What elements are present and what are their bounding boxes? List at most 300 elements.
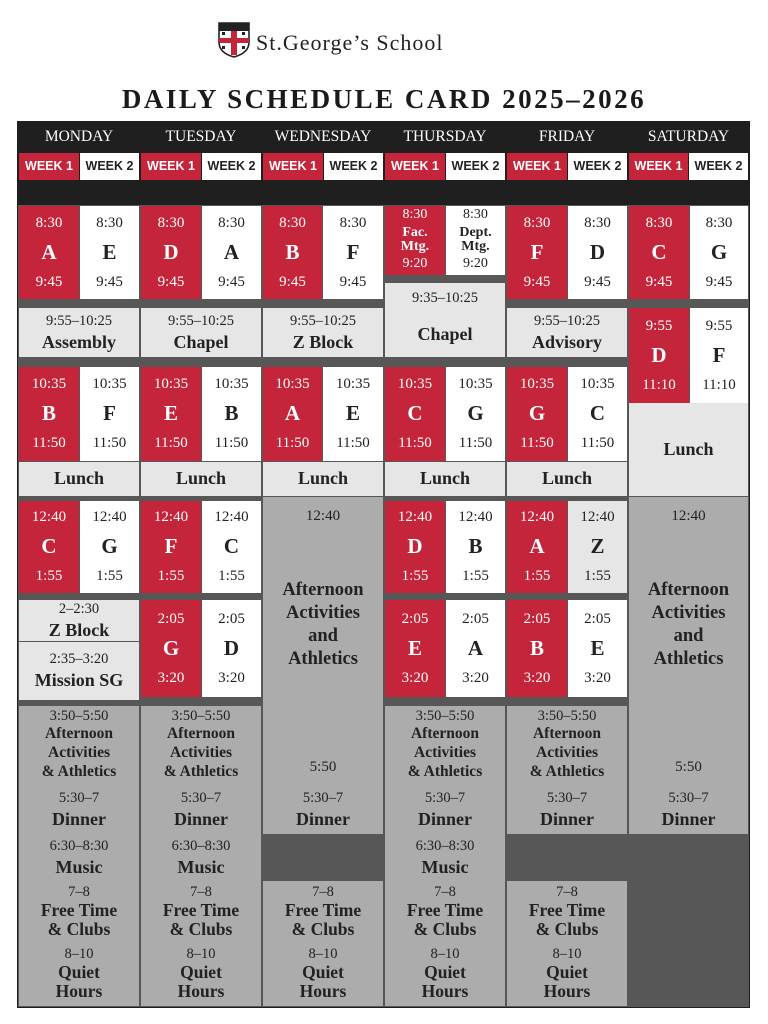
time-range: 7–8	[434, 883, 456, 900]
end-time: 1:55	[35, 568, 63, 584]
class-block-thursday	[385, 206, 445, 275]
block-letter: C	[589, 401, 606, 425]
start-time: 12:40	[519, 509, 555, 525]
week2-tab[interactable]	[202, 153, 261, 180]
schedule-slot-tuesday	[141, 462, 261, 496]
activity-name: & Clubs	[47, 918, 111, 939]
class-block-monday	[80, 206, 139, 299]
activity-name: Quiet	[424, 962, 466, 982]
end-time: 9:45	[279, 273, 306, 290]
block-letter: F	[103, 401, 116, 425]
activity-name: Quiet	[180, 962, 222, 982]
time-range: 5:30–7	[180, 790, 222, 806]
block-letter: B	[224, 401, 239, 425]
schedule-slot-thursday	[385, 834, 505, 881]
block-letter: D	[589, 239, 606, 264]
class-block-wednesday	[263, 367, 322, 461]
week2-label: WEEK 2	[451, 159, 500, 173]
schedule-slot-friday	[507, 881, 627, 943]
schedule-slot-tuesday	[141, 834, 261, 881]
end-time: 3:20	[218, 669, 245, 686]
time-range: 9:55–10:25	[45, 312, 113, 329]
time-range: 6:30–8:30	[171, 837, 231, 854]
activity-name: & Athletics	[407, 763, 483, 780]
end-time: 9:20	[463, 256, 488, 271]
end-time: 11:50	[398, 435, 432, 451]
week2-label: WEEK 2	[329, 159, 378, 173]
class-block-friday	[568, 501, 627, 593]
end-time: 1:55	[218, 568, 245, 584]
activity-name: Hours	[421, 981, 469, 1001]
activity-name: Afternoon	[166, 725, 236, 742]
time-range: 8–10	[186, 946, 216, 962]
activity-name: and	[308, 625, 338, 646]
activity-name: Activities	[414, 744, 476, 761]
week1-tab[interactable]	[385, 153, 445, 180]
activity-name: Music	[55, 856, 103, 877]
day-name: WEDNESDAY	[274, 128, 372, 145]
start-time: 8:30	[463, 207, 488, 222]
end-time: 9:45	[157, 273, 185, 290]
schedule-slot-monday	[19, 786, 139, 834]
week2-tab[interactable]	[80, 153, 139, 180]
start-time: 12:40	[31, 509, 67, 525]
week1-tab[interactable]	[507, 153, 567, 180]
time-range: 9:35–10:25	[411, 290, 479, 306]
block-letter: E	[590, 635, 605, 660]
end-time: 11:50	[154, 435, 188, 451]
class-block-saturday	[690, 308, 748, 403]
schedule-slot-friday	[507, 786, 627, 834]
end-time: 9:45	[645, 273, 673, 290]
activity-name: & Clubs	[535, 918, 599, 939]
time-range: 8–10	[430, 946, 460, 962]
end-time: 11:50	[580, 435, 615, 451]
week1-tab[interactable]	[141, 153, 201, 180]
schedule-slot-monday	[19, 706, 139, 786]
time-range: 5:30–7	[546, 790, 588, 806]
day-header-tuesday	[140, 122, 262, 151]
block-letter: D	[651, 342, 667, 367]
activity-name: Z Block	[48, 619, 110, 640]
block-letter: A	[284, 401, 301, 425]
week1-label: WEEK 1	[269, 159, 317, 173]
week2-label: WEEK 2	[85, 159, 134, 173]
activity-name: Free Time	[162, 899, 240, 920]
block-letter: E	[163, 401, 178, 425]
activity-name: Hours	[55, 981, 103, 1001]
activity-name: Athletics	[653, 648, 724, 669]
activity-name: Lunch	[663, 438, 714, 459]
activity-name: Free Time	[406, 899, 484, 920]
block-letter: F	[346, 239, 360, 264]
time-range: 9:55–10:25	[289, 312, 357, 329]
end-time: 9:45	[218, 273, 245, 290]
time-range: 3:50–5:50	[171, 708, 231, 724]
time-range: 9:55–10:25	[167, 312, 235, 329]
week1-tab[interactable]	[19, 153, 79, 180]
block-name: Fac.	[402, 225, 428, 240]
start-time: 8:30	[584, 214, 611, 231]
start-time: 12:40	[458, 509, 493, 525]
end-time: 1:55	[401, 568, 429, 584]
activity-name: Lunch	[297, 468, 349, 488]
day-header-saturday	[628, 122, 749, 151]
end-time: 1:55	[157, 568, 185, 584]
time-range: 3:50–5:50	[537, 708, 597, 724]
activity-name: & Athletics	[163, 763, 239, 780]
block-letter: G	[162, 635, 180, 660]
week2-label: WEEK 2	[207, 159, 256, 173]
schedule-slot-thursday	[385, 462, 505, 496]
end-time: 3:20	[523, 669, 551, 686]
start-time: 8:30	[523, 214, 551, 231]
end-time: 11:10	[702, 376, 736, 393]
block-letter: F	[164, 534, 178, 558]
schedule-slot-tuesday	[141, 706, 261, 786]
activity-name: Hours	[177, 981, 225, 1001]
start-time: 2:05	[401, 610, 429, 627]
end-time: 9:45	[705, 273, 733, 290]
time-range: 5:30–7	[302, 790, 344, 806]
schedule-slot-monday	[19, 642, 139, 700]
school-name: St.George’s School	[256, 30, 444, 55]
day-name: THURSDAY	[403, 128, 487, 145]
schedule-slot-monday	[19, 600, 139, 641]
day-header-thursday	[384, 122, 506, 151]
block-name: Mtg.	[461, 239, 490, 254]
schedule-slot-wednesday	[263, 497, 383, 786]
block-letter: B	[529, 635, 544, 660]
block-letter: A	[223, 239, 240, 264]
end-time: 11:50	[336, 435, 370, 451]
activity-name: Athletics	[288, 648, 358, 669]
week1-tab[interactable]	[629, 153, 688, 180]
end-time: 11:50	[520, 435, 554, 451]
class-block-tuesday	[141, 501, 201, 593]
class-block-tuesday	[202, 501, 261, 593]
start-time: 2:05	[584, 610, 611, 627]
start-time: 9:55	[645, 317, 673, 334]
block-letter: B	[285, 239, 300, 264]
start-time: 8:30	[339, 214, 367, 231]
class-block-friday	[507, 367, 567, 461]
start-time: 8:30	[157, 214, 185, 231]
activity-name: & Athletics	[529, 763, 605, 780]
activity-name: Dinner	[661, 809, 716, 829]
block-letter: A	[41, 239, 57, 264]
time-range: 8–10	[64, 946, 94, 962]
class-block-tuesday	[141, 206, 201, 299]
start-time: 2:05	[523, 610, 551, 627]
week2-tab[interactable]	[568, 153, 627, 180]
start-time: 8:30	[402, 207, 428, 222]
start-time: 8:30	[35, 214, 63, 231]
time-range: 8–10	[308, 946, 338, 962]
schedule-slot-monday	[19, 881, 139, 943]
time-range: 3:50–5:50	[415, 708, 475, 724]
block-letter: C	[41, 534, 57, 558]
activity-name: Quiet	[302, 962, 344, 982]
activity-name: Mission SG	[34, 670, 124, 690]
block-letter: B	[41, 401, 56, 425]
class-block-saturday	[629, 308, 689, 403]
block-letter: G	[710, 239, 728, 264]
header-divider-bar	[18, 181, 749, 205]
block-letter: G	[101, 534, 118, 558]
week1-tab[interactable]	[263, 153, 323, 180]
end-time: 11:50	[214, 435, 249, 451]
start-time: 12:40	[671, 508, 706, 524]
activity-name: Afternoon	[282, 579, 364, 600]
class-block-tuesday	[141, 600, 201, 697]
activity-name: Afternoon	[410, 725, 480, 742]
block-name: Dept.	[459, 225, 492, 240]
activity-name: Z Block	[292, 331, 354, 352]
activity-name: Dinner	[52, 809, 106, 829]
class-block-friday	[568, 206, 627, 299]
schedule-slot-friday	[507, 943, 627, 1006]
schedule-slot-thursday	[385, 943, 505, 1006]
end-time: 11:50	[275, 435, 310, 451]
start-time: 10:35	[458, 376, 493, 392]
week2-tab[interactable]	[324, 153, 383, 180]
page-title: DAILY SCHEDULE CARD 2025–2026	[121, 84, 647, 114]
block-letter: D	[163, 239, 179, 264]
end-time: 5:50	[675, 759, 702, 775]
day-name: SATURDAY	[647, 128, 730, 145]
block-letter: Z	[590, 534, 605, 558]
schedule-slot-friday	[507, 462, 627, 496]
activity-name: Music	[177, 856, 225, 877]
week1-label: WEEK 1	[391, 159, 439, 173]
block-name: Mtg.	[400, 239, 430, 254]
end-time: 11:50	[32, 435, 66, 451]
start-time: 10:35	[335, 376, 371, 392]
class-block-wednesday	[323, 206, 383, 299]
start-time: 2:05	[218, 610, 245, 627]
end-time: 3:20	[401, 669, 429, 686]
class-block-saturday	[629, 206, 689, 299]
day-header-friday	[506, 122, 628, 151]
class-block-monday	[80, 501, 139, 593]
activity-name: Quiet	[58, 962, 100, 982]
activity-name: Music	[421, 856, 469, 877]
start-time: 8:30	[645, 214, 673, 231]
activity-name: Free Time	[284, 899, 362, 920]
activity-name: Activities	[651, 602, 726, 623]
schedule-slot-tuesday	[141, 308, 261, 357]
block-letter: E	[102, 239, 117, 264]
end-time: 9:20	[402, 256, 428, 271]
block-letter: F	[530, 239, 544, 264]
start-time: 10:35	[519, 376, 555, 392]
start-time: 12:40	[92, 509, 127, 525]
end-time: 9:45	[35, 273, 63, 290]
class-block-tuesday	[202, 600, 261, 697]
activity-name: Lunch	[541, 468, 593, 488]
class-block-thursday	[446, 501, 505, 593]
time-range: 5:30–7	[424, 790, 466, 806]
activity-name: Chapel	[417, 324, 473, 344]
activity-name: Quiet	[546, 962, 588, 982]
activity-name: & Clubs	[413, 918, 477, 939]
end-time: 11:10	[642, 376, 676, 393]
block-letter: B	[468, 534, 483, 558]
activity-name: & Athletics	[41, 763, 117, 780]
schedule-slot-wednesday	[263, 308, 383, 357]
block-letter: C	[651, 239, 667, 264]
activity-name: Activities	[536, 744, 598, 761]
block-letter: C	[223, 534, 240, 558]
schedule-slot-monday	[19, 943, 139, 1006]
start-time: 8:30	[705, 214, 733, 231]
day-name: TUESDAY	[165, 128, 237, 145]
class-block-monday	[19, 367, 79, 461]
start-time: 8:30	[218, 214, 245, 231]
start-time: 10:35	[275, 376, 310, 392]
block-letter: E	[407, 635, 422, 660]
time-range: 5:30–7	[668, 790, 709, 806]
activity-name: & Clubs	[169, 918, 233, 939]
block-letter: A	[467, 635, 484, 660]
schedule-slot-wednesday	[263, 943, 383, 1006]
time-range: 8–10	[552, 946, 582, 962]
start-time: 12:40	[153, 509, 189, 525]
end-time: 11:50	[92, 435, 127, 451]
class-block-friday	[568, 600, 627, 697]
time-range: 6:30–8:30	[49, 837, 109, 854]
start-time: 10:35	[397, 376, 433, 392]
class-block-monday	[19, 206, 79, 299]
class-block-wednesday	[263, 206, 322, 299]
class-block-saturday	[690, 206, 748, 299]
time-range: 7–8	[556, 883, 578, 900]
class-block-thursday	[385, 501, 445, 593]
schedule-slot-saturday	[629, 786, 748, 834]
class-block-thursday	[446, 367, 505, 461]
class-block-thursday	[446, 600, 505, 697]
class-block-friday	[568, 367, 627, 461]
class-block-tuesday	[141, 367, 201, 461]
time-range: 5:30–7	[58, 790, 100, 806]
activity-name: Dinner	[296, 809, 350, 829]
class-block-thursday	[446, 206, 505, 275]
day-header-wednesday	[262, 122, 384, 151]
activity-name: Lunch	[175, 468, 227, 488]
time-range: 3:50–5:50	[49, 708, 109, 724]
week1-label: WEEK 1	[25, 159, 73, 173]
schedule-slot-monday	[19, 834, 139, 881]
block-letter: F	[712, 342, 726, 367]
block-letter: D	[407, 534, 423, 558]
end-time: 9:45	[523, 273, 551, 290]
activity-name: Free Time	[528, 899, 606, 920]
activity-name: Afternoon	[647, 579, 730, 600]
class-block-thursday	[385, 367, 445, 461]
time-range: 7–8	[68, 883, 90, 900]
week2-label: WEEK 2	[573, 159, 622, 173]
block-letter: E	[345, 401, 360, 425]
schedule-slot-tuesday	[141, 881, 261, 943]
end-time: 11:50	[458, 435, 493, 451]
end-time: 1:55	[523, 568, 551, 584]
start-time: 8:30	[279, 214, 306, 231]
activity-name: Advisory	[531, 331, 602, 352]
schedule-slot-monday	[19, 308, 139, 357]
schedule-slot-tuesday	[141, 786, 261, 834]
activity-name: Dinner	[418, 809, 472, 829]
start-time: 10:35	[31, 376, 67, 392]
class-block-monday	[19, 501, 79, 593]
activity-name: Lunch	[53, 468, 105, 488]
activity-name: and	[673, 625, 704, 646]
week2-tab[interactable]	[446, 153, 505, 180]
end-time: 1:55	[96, 568, 123, 584]
schedule-slot-thursday	[385, 706, 505, 786]
schedule-slot-thursday	[385, 786, 505, 834]
block-letter: A	[529, 534, 545, 558]
end-time: 1:55	[462, 568, 489, 584]
activity-name: Afternoon	[532, 725, 602, 742]
start-time: 9:55	[705, 317, 733, 334]
start-time: 10:35	[92, 376, 127, 392]
activity-name: Activities	[170, 744, 232, 761]
class-block-monday	[80, 367, 139, 461]
block-letter: G	[467, 401, 484, 425]
class-block-tuesday	[202, 206, 261, 299]
class-block-friday	[507, 206, 567, 299]
time-range: 9:55–10:25	[533, 312, 601, 329]
activity-name: Dinner	[540, 809, 594, 829]
block-letter: D	[223, 635, 240, 660]
end-time: 3:20	[584, 669, 611, 686]
time-range: 7–8	[190, 883, 212, 900]
class-block-friday	[507, 600, 567, 697]
start-time: 2:05	[157, 610, 185, 627]
start-time: 12:40	[580, 509, 615, 525]
week2-tab[interactable]	[689, 153, 748, 180]
time-range: 2:35–3:20	[49, 651, 109, 667]
start-time: 8:30	[96, 214, 123, 231]
schedule-slot-tuesday	[141, 943, 261, 1006]
activity-name: Chapel	[173, 331, 229, 352]
schedule-slot-saturday	[629, 497, 748, 786]
day-name: FRIDAY	[538, 128, 596, 145]
schedule-slot-wednesday	[263, 462, 383, 496]
start-time: 10:35	[214, 376, 249, 392]
start-time: 10:35	[580, 376, 615, 392]
end-time: 9:45	[96, 273, 123, 290]
activity-name: Free Time	[40, 899, 118, 920]
activity-name: Assembly	[41, 331, 116, 352]
start-time: 12:40	[397, 509, 433, 525]
time-range: 6:30–8:30	[415, 837, 475, 854]
day-header-monday	[18, 122, 140, 151]
start-time: 10:35	[153, 376, 189, 392]
activity-name: Hours	[543, 981, 591, 1001]
week1-label: WEEK 1	[147, 159, 195, 173]
time-range: 2–2:30	[58, 600, 100, 617]
start-time: 2:05	[462, 610, 489, 627]
schedule-slot-thursday	[385, 881, 505, 943]
schedule-slot-monday	[19, 462, 139, 496]
class-block-thursday	[385, 600, 445, 697]
activity-name: Afternoon	[44, 725, 114, 742]
end-time: 9:45	[584, 273, 611, 290]
week1-label: WEEK 1	[513, 159, 561, 173]
end-time: 9:45	[339, 273, 367, 290]
